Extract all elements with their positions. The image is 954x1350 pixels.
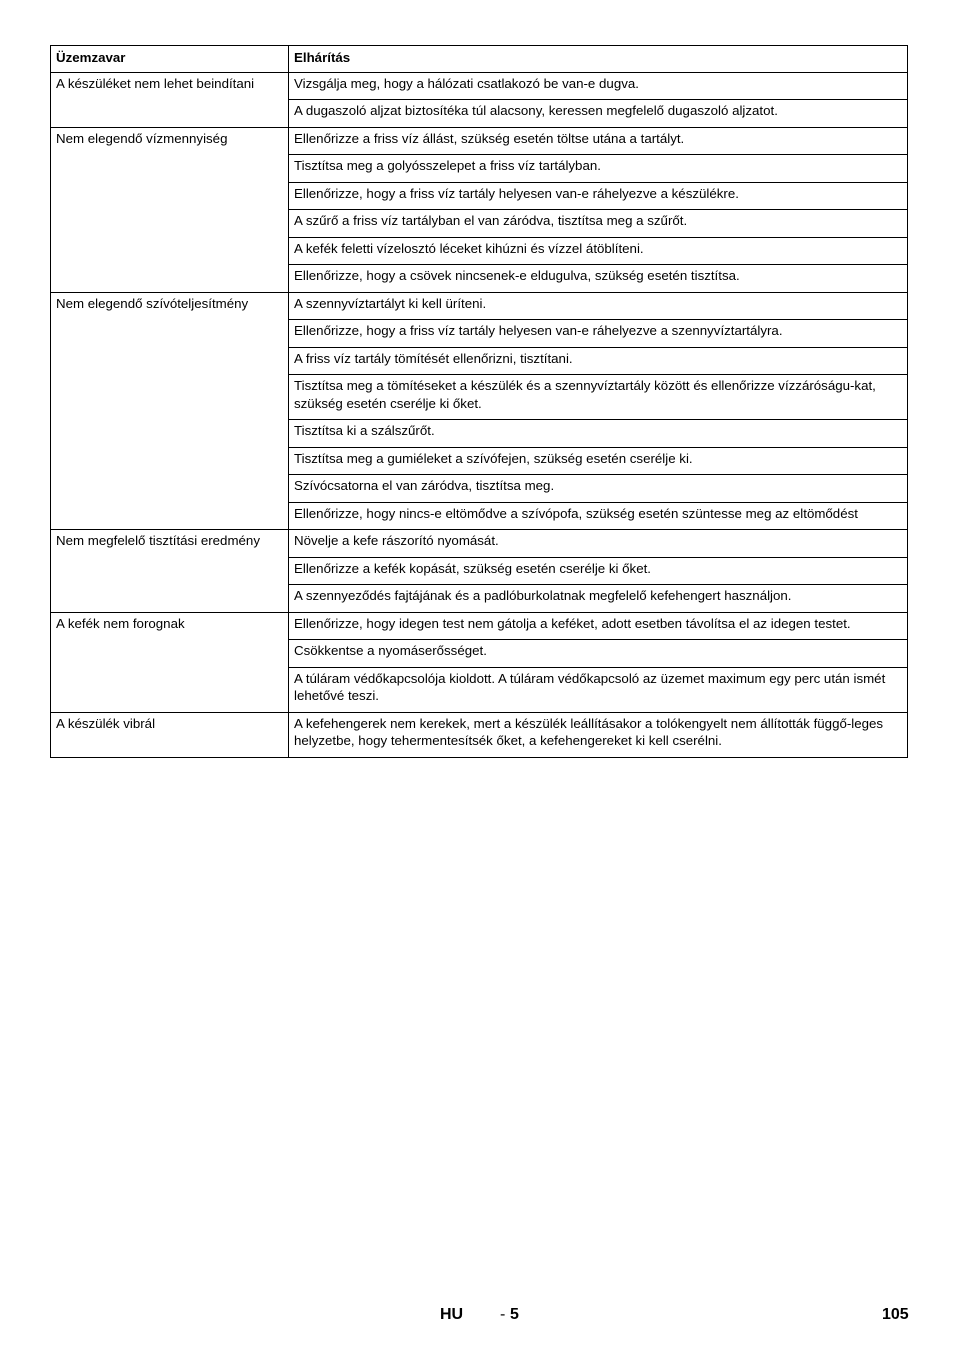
fault-cell: Nem elegendő vízmennyiség xyxy=(51,127,289,292)
remedy-cell: A szennyeződés fajtájának és a padlóburkolatnak megfelelő kefehengert használjon. xyxy=(289,585,908,613)
remedy-cell: A szennyvíztartályt ki kell üríteni. xyxy=(289,292,908,320)
fault-cell: Nem megfelelő tisztítási eredmény xyxy=(51,530,289,613)
remedy-cell: Vizsgálja meg, hogy a hálózati csatlakozó be van-e dugva. xyxy=(289,72,908,100)
column-header-remedy: Elhárítás xyxy=(289,46,908,73)
remedy-cell: Tisztítsa meg a tömítéseket a készülék és a szennyvíztartály között és ellenőrizze vízzáróságu-kat, szükség esetén cserélje ki őket. xyxy=(289,375,908,420)
remedy-cell: A friss víz tartály tömítését ellenőrizni, tisztítani. xyxy=(289,347,908,375)
remedy-cell: Tisztítsa meg a gumiéleket a szívófejen, szükség esetén cserélje ki. xyxy=(289,447,908,475)
footer-chapter: 5 xyxy=(510,1306,519,1323)
remedy-cell: Ellenőrizze, hogy a friss víz tartály helyesen van-e ráhelyezve a készülékre. xyxy=(289,182,908,210)
table-row xyxy=(51,612,908,640)
remedy-cell: Ellenőrizze a friss víz állást, szükség esetén töltse utána a tartályt. xyxy=(289,127,908,155)
fault-cell: A készülék vibrál xyxy=(51,712,289,757)
table-row xyxy=(51,292,908,320)
table-body xyxy=(51,72,908,757)
remedy-cell: A dugaszoló aljzat biztosítéka túl alacsony, keressen megfelelő dugaszoló aljzatot. xyxy=(289,100,908,128)
remedy-cell: Tisztítsa meg a golyósszelepet a friss víz tartályban. xyxy=(289,155,908,183)
footer-language: HU xyxy=(440,1306,464,1323)
table-row xyxy=(51,530,908,558)
table-row xyxy=(51,712,908,757)
remedy-cell: Tisztítsa ki a szálszűrőt. xyxy=(289,420,908,448)
column-header-fault: Üzemzavar xyxy=(51,46,289,73)
remedy-cell: Ellenőrizze, hogy a csövek nincsenek-e eldugulva, szükség esetén tisztítsa. xyxy=(289,265,908,293)
remedy-cell: Csökkentse a nyomáserősséget. xyxy=(289,640,908,668)
remedy-cell: Ellenőrizze, hogy a friss víz tartály helyesen van-e ráhelyezve a szennyvíztartályra. xyxy=(289,320,908,348)
remedy-cell: Ellenőrizze, hogy nincs-e eltömődve a szívópofa, szükség esetén szüntesse meg az eltömődést xyxy=(289,502,908,530)
remedy-cell: A szűrő a friss víz tartályban el van záródva, tisztítsa meg a szűrőt. xyxy=(289,210,908,238)
fault-cell: Nem elegendő szívóteljesítmény xyxy=(51,292,289,530)
remedy-cell: Szívócsatorna el van záródva, tisztítsa meg. xyxy=(289,475,908,503)
remedy-cell: Ellenőrizze a kefék kopását, szükség esetén cserélje ki őket. xyxy=(289,557,908,585)
remedy-cell: Növelje a kefe rászorító nyomását. xyxy=(289,530,908,558)
remedy-cell: Ellenőrizze, hogy idegen test nem gátolja a keféket, adott esetben távolítsa el az idegen testet. xyxy=(289,612,908,640)
table-row xyxy=(51,127,908,155)
remedy-cell: A túláram védőkapcsolója kioldott. A túláram védőkapcsoló az üzemet maximum egy perc után ismét lehetővé teszi. xyxy=(289,667,908,712)
table-row xyxy=(51,72,908,100)
remedy-cell: A kefehengerek nem kerekek, mert a készülék leállításakor a tolókengyelt nem állították függő-leges helyzetbe, hogy tehermentesítsék őket, a kefehengereket ki kell cserélni. xyxy=(289,712,908,757)
fault-cell: A készüléket nem lehet beindítani xyxy=(51,72,289,127)
fault-cell: A kefék nem forognak xyxy=(51,612,289,712)
table-header-row xyxy=(51,46,908,73)
page-number: 105 xyxy=(882,1306,909,1323)
footer-separator: - xyxy=(500,1306,506,1323)
troubleshooting-table xyxy=(50,45,908,758)
remedy-cell: A kefék feletti vízelosztó léceket kihúzni és vízzel átöblíteni. xyxy=(289,237,908,265)
